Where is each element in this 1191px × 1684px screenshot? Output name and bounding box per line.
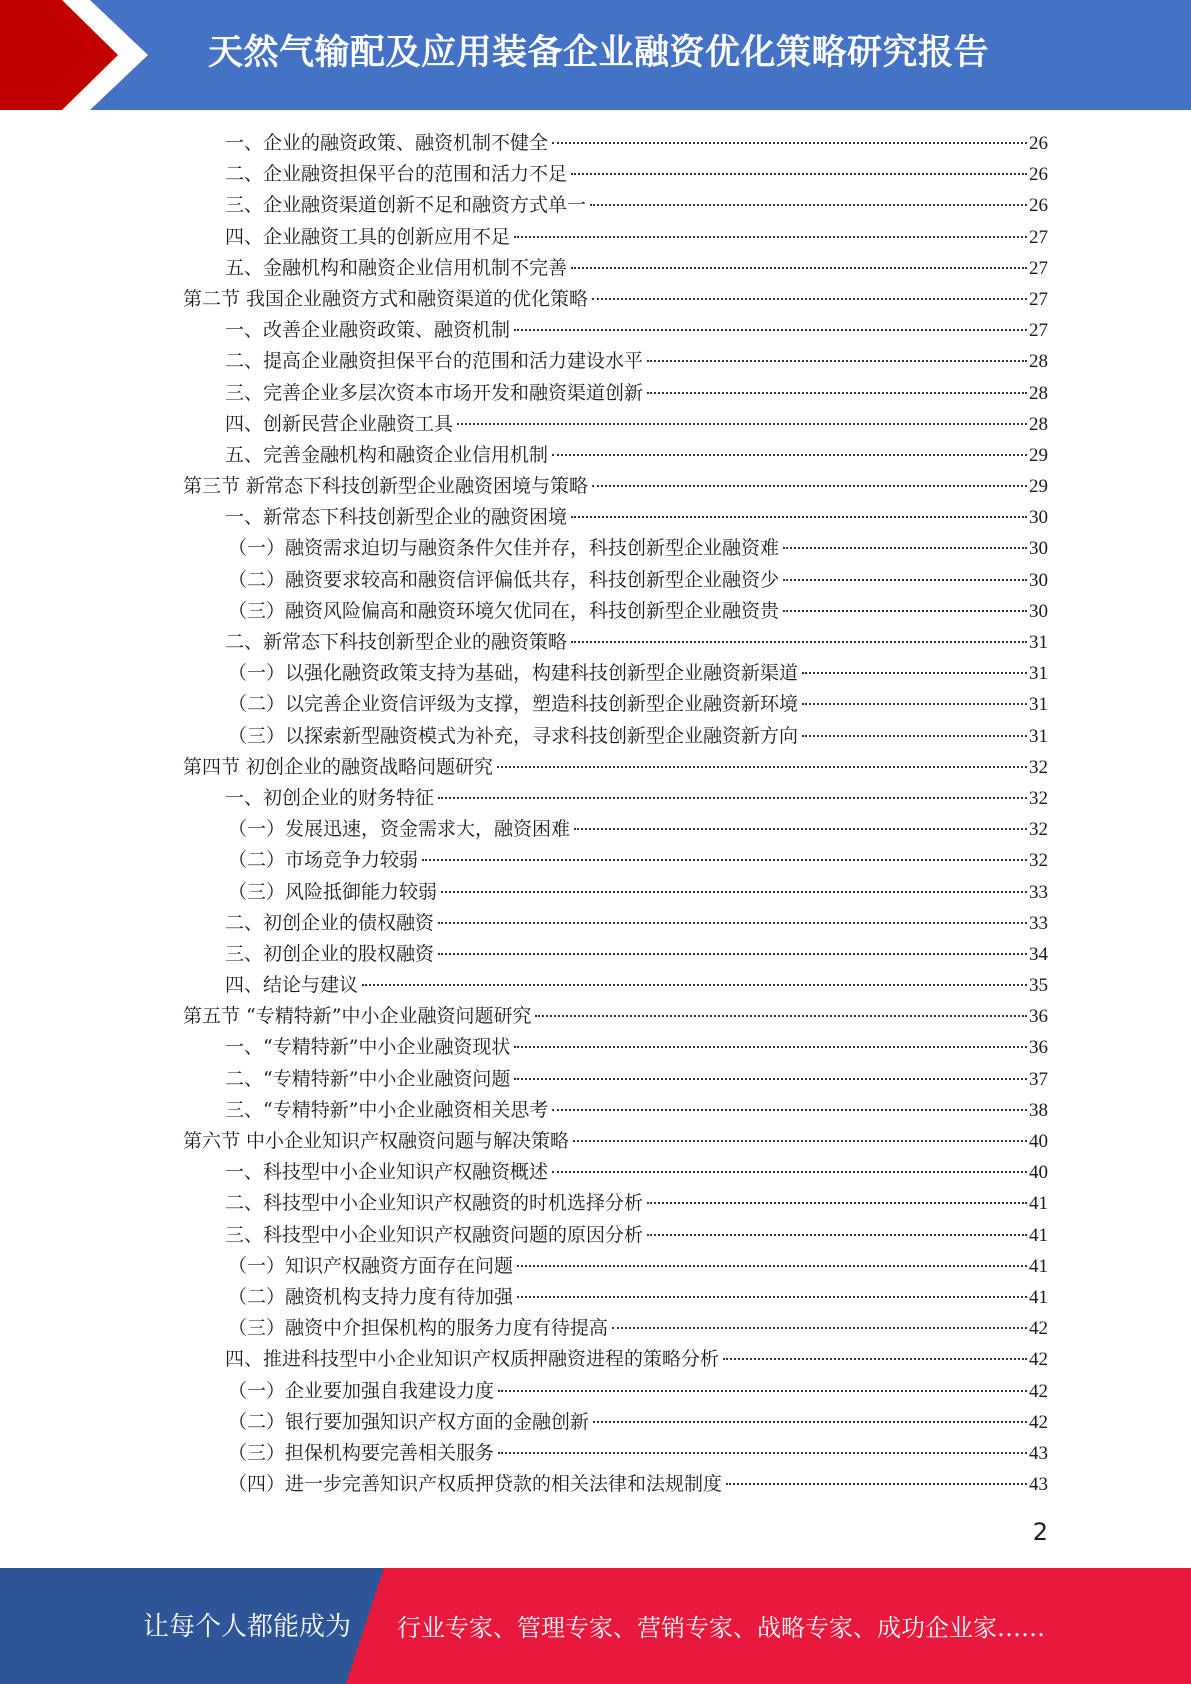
toc-dot-leader — [517, 1265, 1027, 1267]
toc-entry[interactable] — [183, 721, 1048, 752]
toc-entry-page: 32 — [1029, 787, 1048, 809]
toc-entry[interactable] — [183, 1438, 1048, 1469]
toc-dot-leader — [517, 1296, 1027, 1298]
toc-entry-page: 38 — [1029, 1099, 1048, 1121]
toc-entry-page: 41 — [1029, 1286, 1048, 1308]
toc-entry-page: 26 — [1029, 133, 1048, 154]
toc-entry-title: 二、新常态下科技创新型企业的融资策略 — [225, 631, 568, 653]
toc-entry-title: （一）融资需求迫切与融资条件欠佳并存，科技创新型企业融资难 — [228, 537, 780, 560]
toc-dot-leader — [552, 454, 1027, 456]
toc-entry-page: 36 — [1029, 1037, 1048, 1059]
toc-entry-title: 五、金融机构和融资企业信用机制不完善 — [225, 256, 568, 279]
toc-entry-title: 四、创新民营企业融资工具 — [225, 412, 454, 435]
toc-entry[interactable] — [183, 1001, 1048, 1032]
toc-entry-page: 35 — [1029, 975, 1048, 997]
toc-dot-leader — [783, 610, 1027, 612]
toc-entry-title: 第三节 新常态下科技创新型企业融资困境与策略 — [183, 475, 589, 498]
toc-entry-title: （二）银行要加强知识产权方面的金融创新 — [228, 1410, 590, 1433]
toc-entry[interactable] — [183, 1188, 1048, 1219]
toc-entry-title: 二、企业融资担保平台的范围和活力不足 — [225, 163, 568, 186]
toc-entry-title: 五、完善金融机构和融资企业信用机制 — [225, 443, 549, 466]
toc-entry-page: 42 — [1029, 1380, 1048, 1402]
toc-dot-leader — [514, 236, 1027, 238]
toc-entry[interactable] — [183, 658, 1048, 689]
toc-entry-page: 31 — [1029, 663, 1048, 685]
toc-entry-page: 29 — [1029, 476, 1048, 498]
table-of-contents — [183, 128, 1048, 1500]
toc-dot-leader — [438, 953, 1027, 955]
toc-entry-title: （三）融资风险偏高和融资环境欠优同在，科技创新型企业融资贵 — [228, 599, 780, 622]
footer-banner — [0, 1568, 1191, 1684]
toc-entry-page: 32 — [1029, 819, 1048, 841]
toc-entry-title: （三）以探索新型融资模式为补充，寻求科技创新型企业融资新方向 — [228, 724, 799, 747]
toc-entry-page: 30 — [1029, 600, 1048, 622]
toc-entry-title: 三、初创企业的股权融资 — [225, 942, 435, 965]
toc-entry[interactable] — [183, 1220, 1048, 1251]
toc-entry[interactable] — [183, 222, 1048, 253]
toc-dot-leader — [593, 1421, 1027, 1423]
toc-entry[interactable] — [183, 1469, 1048, 1500]
toc-dot-leader — [802, 735, 1027, 737]
toc-dot-leader — [574, 828, 1027, 830]
toc-entry[interactable] — [183, 908, 1048, 939]
toc-dot-leader — [571, 173, 1027, 175]
toc-entry-page: 27 — [1029, 288, 1048, 310]
toc-entry[interactable] — [183, 1376, 1048, 1407]
toc-entry-title: 一、“专精特新”中小企业融资现状 — [225, 1036, 511, 1059]
toc-entry[interactable] — [183, 253, 1048, 284]
toc-entry-page: 28 — [1029, 351, 1048, 373]
toc-dot-leader — [612, 1327, 1027, 1329]
toc-entry-page: 37 — [1029, 1068, 1048, 1090]
toc-dot-leader — [497, 766, 1027, 768]
toc-dot-leader — [498, 1390, 1027, 1392]
toc-entry-title: 一、改善企业融资政策、融资机制 — [225, 319, 511, 342]
toc-entry-title: （二）融资机构支持力度有待加强 — [228, 1285, 514, 1308]
toc-entry[interactable] — [183, 689, 1048, 720]
toc-entry-title: 一、科技型中小企业知识产权融资概述 — [225, 1161, 549, 1184]
toc-dot-leader — [590, 204, 1027, 206]
toc-entry-page: 36 — [1029, 1006, 1048, 1028]
toc-entry-title: 二、“专精特新”中小企业融资问题 — [225, 1067, 511, 1090]
toc-dot-leader — [592, 298, 1027, 300]
toc-entry[interactable] — [183, 409, 1048, 440]
toc-entry-title: （一）发展迅速，资金需求大，融资困难 — [228, 818, 571, 841]
toc-entry-title: 第六节 中小企业知识产权融资问题与解决策略 — [183, 1130, 570, 1152]
toc-entry-title: 四、结论与建议 — [225, 974, 359, 997]
toc-dot-leader — [571, 641, 1027, 643]
toc-entry-page: 33 — [1029, 912, 1048, 934]
toc-entry-title: （四）进一步完善知识产权质押贷款的相关法律和法规制度 — [228, 1473, 723, 1496]
toc-dot-leader — [802, 672, 1027, 674]
toc-entry[interactable] — [183, 1095, 1048, 1126]
toc-entry-title: （三）风险抵御能力较弱 — [228, 880, 438, 903]
toc-entry-page: 30 — [1029, 507, 1048, 529]
toc-entry-page: 27 — [1029, 320, 1048, 342]
toc-dot-leader — [422, 859, 1027, 861]
toc-entry-title: （一）企业要加强自我建设力度 — [228, 1379, 495, 1402]
toc-entry-page: 42 — [1029, 1411, 1048, 1433]
toc-dot-leader — [514, 1078, 1027, 1080]
toc-entry-title: （三）担保机构要完善相关服务 — [228, 1441, 495, 1464]
toc-entry-title: 三、“专精特新”中小企业融资相关思考 — [225, 1098, 549, 1121]
toc-entry[interactable] — [183, 596, 1048, 627]
toc-entry[interactable] — [183, 752, 1048, 783]
toc-entry[interactable] — [183, 1407, 1048, 1438]
toc-entry[interactable] — [183, 939, 1048, 970]
toc-entry-page: 31 — [1029, 725, 1048, 747]
toc-entry-title: （三）融资中介担保机构的服务力度有待提高 — [228, 1317, 609, 1340]
toc-dot-leader — [726, 1483, 1027, 1485]
toc-entry-page: 43 — [1029, 1474, 1048, 1496]
toc-entry-page: 42 — [1029, 1318, 1048, 1340]
toc-entry[interactable] — [183, 783, 1048, 814]
header-banner — [0, 0, 1191, 110]
toc-dot-leader — [552, 1171, 1027, 1173]
toc-entry[interactable] — [183, 627, 1048, 658]
toc-entry-page: 27 — [1029, 226, 1048, 248]
toc-dot-leader — [535, 1015, 1027, 1017]
toc-entry[interactable] — [183, 1126, 1048, 1157]
toc-entry[interactable] — [183, 970, 1048, 1001]
toc-entry[interactable] — [183, 190, 1048, 221]
toc-entry[interactable] — [183, 1157, 1048, 1188]
toc-entry-page: 43 — [1029, 1442, 1048, 1464]
red-chevron-decoration — [0, 0, 150, 110]
toc-entry-title: 三、科技型中小企业知识产权融资问题的原因分析 — [225, 1223, 644, 1246]
toc-entry-page: 26 — [1029, 164, 1048, 186]
toc-entry-page: 30 — [1029, 569, 1048, 591]
toc-entry-page: 42 — [1029, 1349, 1048, 1371]
toc-dot-leader — [571, 267, 1027, 269]
toc-dot-leader — [783, 547, 1027, 549]
toc-entry-title: （二）以完善企业资信评级为支撑，塑造科技创新型企业融资新环境 — [228, 693, 799, 716]
toc-entry-page: 31 — [1029, 694, 1048, 716]
toc-entry-title: 二、科技型中小企业知识产权融资的时机选择分析 — [225, 1192, 644, 1215]
toc-entry-title: 三、企业融资渠道创新不足和融资方式单一 — [225, 194, 587, 217]
toc-dot-leader — [592, 485, 1027, 487]
toc-dot-leader — [647, 1202, 1027, 1204]
toc-entry[interactable] — [183, 877, 1048, 908]
toc-entry-title: 一、新常态下科技创新型企业的融资困境 — [225, 506, 568, 529]
toc-entry[interactable] — [183, 533, 1048, 564]
toc-entry-title: 四、推进科技型中小企业知识产权质押融资进程的策略分析 — [225, 1348, 720, 1371]
toc-entry-page: 40 — [1029, 1162, 1048, 1184]
toc-entry[interactable] — [183, 284, 1048, 315]
toc-entry[interactable] — [183, 1344, 1048, 1375]
toc-entry-title: 三、完善企业多层次资本市场开发和融资渠道创新 — [225, 381, 644, 404]
toc-dot-leader — [647, 1234, 1027, 1236]
report-title: 天然气输配及应用装备企业融资优化策略研究报告 — [208, 33, 990, 73]
toc-entry[interactable] — [183, 502, 1048, 533]
toc-dot-leader — [498, 1452, 1027, 1454]
toc-entry[interactable] — [183, 565, 1048, 596]
toc-dot-leader — [514, 1046, 1027, 1048]
toc-dot-leader — [441, 891, 1027, 893]
toc-entry-page: 28 — [1029, 413, 1048, 435]
toc-entry[interactable] — [183, 1251, 1048, 1282]
footer-slogan-left: 让每个人都能成为 — [143, 1612, 352, 1642]
footer-slogan-right: 行业专家、管理专家、营销专家、战略专家、成功企业家…… — [397, 1614, 1045, 1642]
toc-dot-leader — [438, 797, 1027, 799]
toc-entry[interactable] — [183, 128, 1048, 159]
toc-entry[interactable] — [183, 1282, 1048, 1313]
toc-entry-page: 28 — [1029, 382, 1048, 404]
toc-entry-page: 32 — [1029, 850, 1048, 872]
toc-entry-title: 一、初创企业的财务特征 — [225, 786, 435, 809]
toc-entry[interactable] — [183, 1064, 1048, 1095]
toc-entry-title: 一、企业的融资政策、融资机制不健全 — [225, 132, 549, 154]
toc-entry[interactable] — [183, 315, 1048, 346]
toc-dot-leader — [802, 703, 1027, 705]
toc-entry-title: 四、企业融资工具的创新应用不足 — [225, 225, 511, 248]
toc-entry[interactable] — [183, 814, 1048, 845]
toc-dot-leader — [438, 922, 1027, 924]
toc-dot-leader — [573, 1140, 1027, 1142]
page-number: 2 — [1032, 1518, 1048, 1546]
toc-dot-leader — [723, 1358, 1027, 1360]
toc-entry-page: 31 — [1029, 632, 1048, 653]
toc-entry-page: 34 — [1029, 943, 1048, 965]
toc-dot-leader — [552, 142, 1027, 144]
toc-entry-title: 第二节 我国企业融资方式和融资渠道的优化策略 — [183, 287, 589, 310]
toc-dot-leader — [514, 329, 1027, 331]
toc-entry-page: 26 — [1029, 195, 1048, 217]
toc-entry-title: （一）以强化融资政策支持为基础，构建科技创新型企业融资新渠道 — [228, 662, 799, 685]
toc-entry-page: 41 — [1029, 1224, 1048, 1246]
toc-entry[interactable] — [183, 1032, 1048, 1063]
toc-entry[interactable] — [183, 845, 1048, 876]
toc-entry[interactable] — [183, 440, 1048, 471]
toc-entry-page: 33 — [1029, 881, 1048, 903]
toc-entry-page: 32 — [1029, 756, 1048, 778]
toc-dot-leader — [571, 516, 1027, 518]
toc-entry-title: （二）融资要求较高和融资信评偏低共存，科技创新型企业融资少 — [228, 568, 780, 591]
toc-entry-title: （二）市场竞争力较弱 — [228, 849, 419, 872]
toc-entry-title: 二、提高企业融资担保平台的范围和活力建设水平 — [225, 350, 644, 373]
toc-entry-page: 41 — [1029, 1193, 1048, 1215]
toc-entry-page: 30 — [1029, 538, 1048, 560]
toc-entry-title: 第四节 初创企业的融资战略问题研究 — [183, 755, 494, 778]
toc-entry-page: 40 — [1029, 1131, 1048, 1152]
toc-dot-leader — [457, 423, 1027, 425]
toc-dot-leader — [647, 360, 1027, 362]
toc-entry[interactable] — [183, 1313, 1048, 1344]
toc-entry-page: 27 — [1029, 257, 1048, 279]
toc-entry-page: 29 — [1029, 444, 1048, 466]
toc-dot-leader — [552, 1109, 1027, 1111]
toc-entry-title: （一）知识产权融资方面存在问题 — [228, 1254, 514, 1277]
toc-entry-title: 二、初创企业的债权融资 — [225, 911, 435, 934]
toc-dot-leader — [362, 984, 1027, 986]
toc-dot-leader — [647, 392, 1027, 394]
toc-entry[interactable] — [183, 159, 1048, 190]
toc-entry[interactable] — [183, 378, 1048, 409]
toc-entry[interactable] — [183, 471, 1048, 502]
toc-dot-leader — [783, 579, 1027, 581]
toc-entry-page: 41 — [1029, 1255, 1048, 1277]
toc-entry[interactable] — [183, 346, 1048, 377]
toc-entry-title: 第五节 “专精特新”中小企业融资问题研究 — [183, 1005, 532, 1028]
